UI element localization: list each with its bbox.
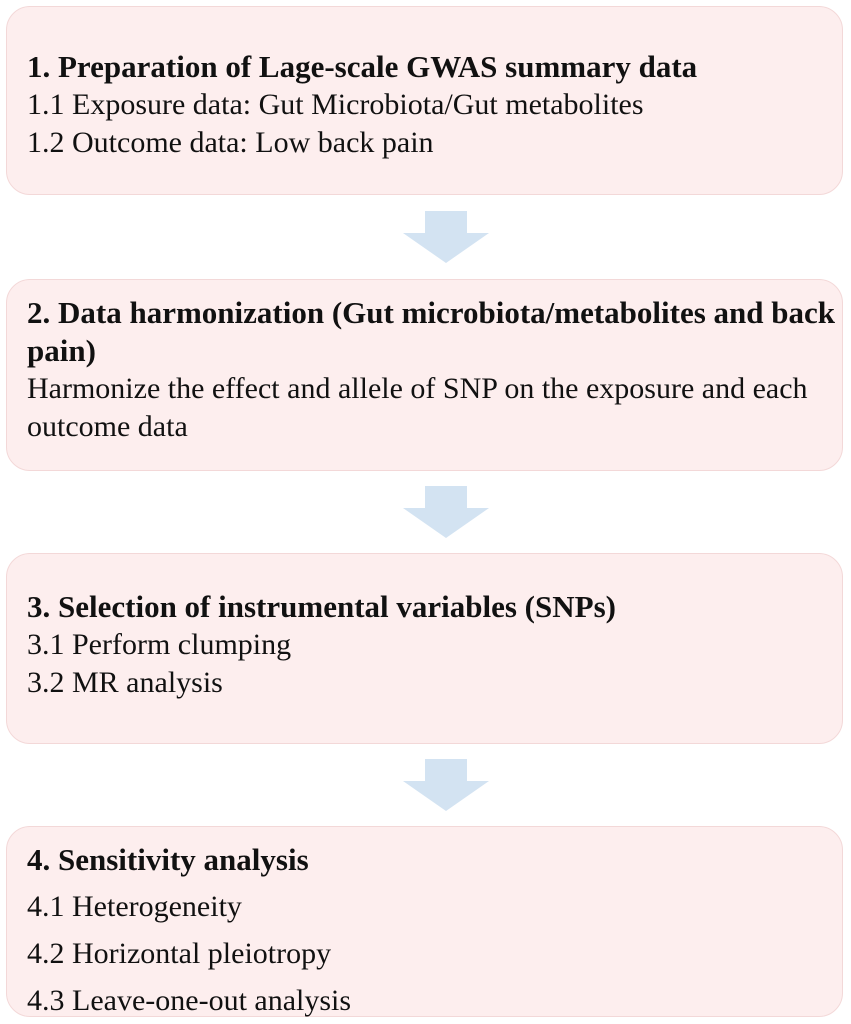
down-arrow-1-shape	[403, 211, 489, 263]
step-box-4	[6, 826, 843, 1017]
step-1-title: 1. Preparation of Lage-scale GWAS summary data	[27, 49, 698, 84]
step-2-line-1: Harmonize the effect and allele of SNP on the exposure and each outcome data	[27, 372, 808, 443]
down-arrow-icon	[403, 486, 489, 538]
down-arrow-icon	[403, 211, 489, 263]
step-box-2	[6, 279, 843, 471]
step-4-line-3: 4.3 Leave-one-out analysis	[27, 984, 352, 1017]
step-4-line-2: 4.2 Horizontal pleiotropy	[27, 937, 332, 970]
down-arrow-3-shape	[403, 759, 489, 811]
down-arrow-2-shape	[403, 486, 489, 538]
step-box-3	[6, 553, 843, 744]
step-1-line-1: 1.1 Exposure data: Gut Microbiota/Gut metabolites	[27, 88, 644, 121]
step-3-line-1: 3.1 Perform clumping	[27, 628, 292, 661]
down-arrow-icon	[403, 759, 489, 811]
step-4-line-1: 4.1 Heterogeneity	[27, 890, 242, 923]
step-3-line-2: 3.2 MR analysis	[27, 666, 223, 699]
step-3-title: 3. Selection of instrumental variables (SNPs)	[27, 589, 616, 624]
step-2-title: 2. Data harmonization (Gut microbiota/metabolites and back pain)	[27, 295, 835, 368]
step-4-title: 4. Sensitivity analysis	[27, 842, 309, 877]
step-1-line-2: 1.2 Outcome data: Low back pain	[27, 126, 434, 159]
step-box-1	[6, 6, 843, 195]
